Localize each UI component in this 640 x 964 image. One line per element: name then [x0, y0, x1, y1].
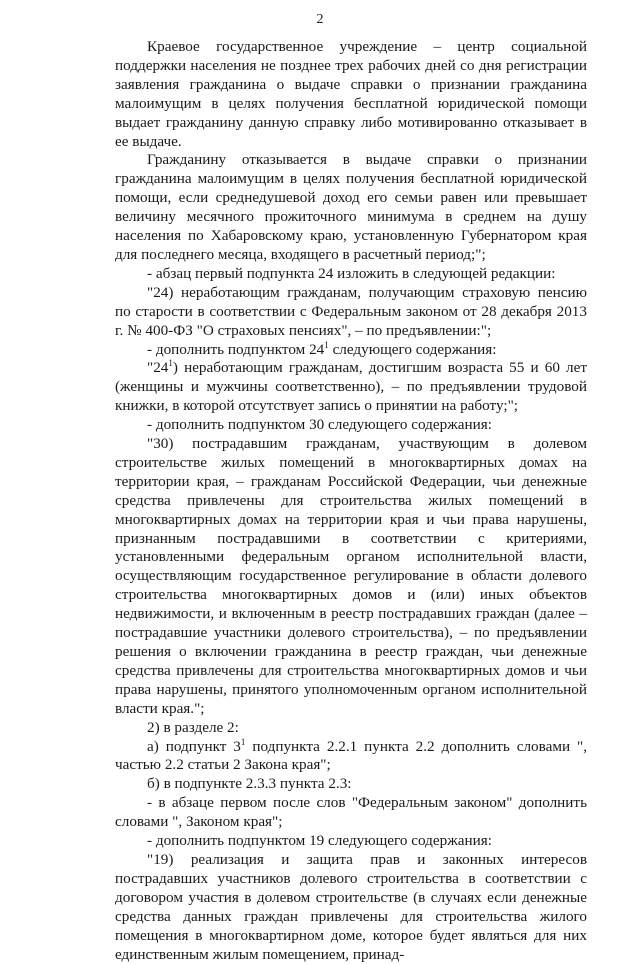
- document-body: [115, 38, 587, 964]
- paragraph-item-a: а) подпункт $3^1$ подпункта 2.2.1 пункта 2.2 дополнить словами ", частью 2.2 статьи 2 Закона края";: [115, 736, 587, 774]
- paragraph-subitem-30-text: "30) пострадавшим гражданам, участвующим в долевом строительстве жилых помещений в многоквартирных домах на территории края, – гражданам Российской Федерации, чьи денежные средства привлечены для строительства жилых помещений в многоквартирных домах на территории края и чьи права нарушены, признанным пострадавшими в соответствии с критериями, установленными федеральным органом исполнительной власти, осуществляющим государственное регулирование в области долевого строительства многоквартирных домов и (или) иных объектов недвижимости, и включенным в реестр пострадавших граждан (далее – пострадавшие участники долевого строительства), – по предъявлении решения о включении гражданина в реестр граждан, чьи денежные средства привлечены для строительства многоквартирных домов и чьи права нарушены, принятого уполномоченным органом исполнительной власти края.";: [115, 435, 587, 717]
- paragraph-add-subitem-24-1: - дополнить подпунктом $24^1$ следующего содержания:: [147, 339, 497, 358]
- paragraph-reply-deadline: Краевое государственное учреждение – центр социальной поддержки населения не позднее трех рабочих дней со дня регистрации заявления гражданина о выдаче справки о признании гражданина малоимущим в целях получения бесплатной юридической помощи выдает гражданину данную справку либо мотивированно отказывает в ее выдаче.: [115, 38, 587, 150]
- paragraph-refusal-grounds: Гражданину отказывается в выдаче справки о признании гражданина малоимущим в целях получения бесплатной юридической помощи, если среднедушевой доход его семьи равен или превышает величину месячного прожиточного минимума в среднем на душу населения по Хабаровскому краю, установленную Губернатором края для последнего месяца, входящего в расчетный период;";: [115, 151, 587, 263]
- page-number: 2: [316, 12, 324, 27]
- paragraph-add-subitem-30: - дополнить подпунктом 30 следующего содержания:: [147, 416, 492, 434]
- paragraph-section-2: 2) в разделе 2:: [147, 718, 239, 736]
- paragraph-item-b: б) в подпункте 2.3.3 пункта 2.3:: [147, 775, 352, 793]
- paragraph-first-subparagraph: - в абзаце первом после слов "Федеральным законом" дополнить словами ", Законом края";: [115, 794, 587, 831]
- paragraph-amend-subitem-24: - абзац первый подпункта 24 изложить в следующей редакции:: [147, 264, 556, 282]
- paragraph-add-subitem-19: - дополнить подпунктом 19 следующего содержания:: [147, 832, 492, 850]
- paragraph-subitem-19-text: "19) реализация и защита прав и законных интересов пострадавших участников долевого строительства в соответствии с договором участия в долевом строительстве (в случаях если денежные средства данных граждан привлечены для строительства жилого помещения в многоквартирном доме, которое будет являться для них единственным жилым помещением, принад-: [115, 850, 587, 963]
- paragraph-subitem-24-text: "24) неработающим гражданам, получающим страховую пенсию по старости в соответствии с Федеральным законом от 28 декабря 2013 г. № 400-ФЗ "О страховых пенсиях", – по предъявлении:";: [115, 283, 587, 339]
- paragraph-subitem-24-1-text: "$24^1$) неработающим гражданам, достигшим возраста 55 и 60 лет (женщины и мужчины соответственно), – по предъявлении трудовой книжки, в которой отсутствует запись о принятии на работу;";: [115, 358, 587, 415]
